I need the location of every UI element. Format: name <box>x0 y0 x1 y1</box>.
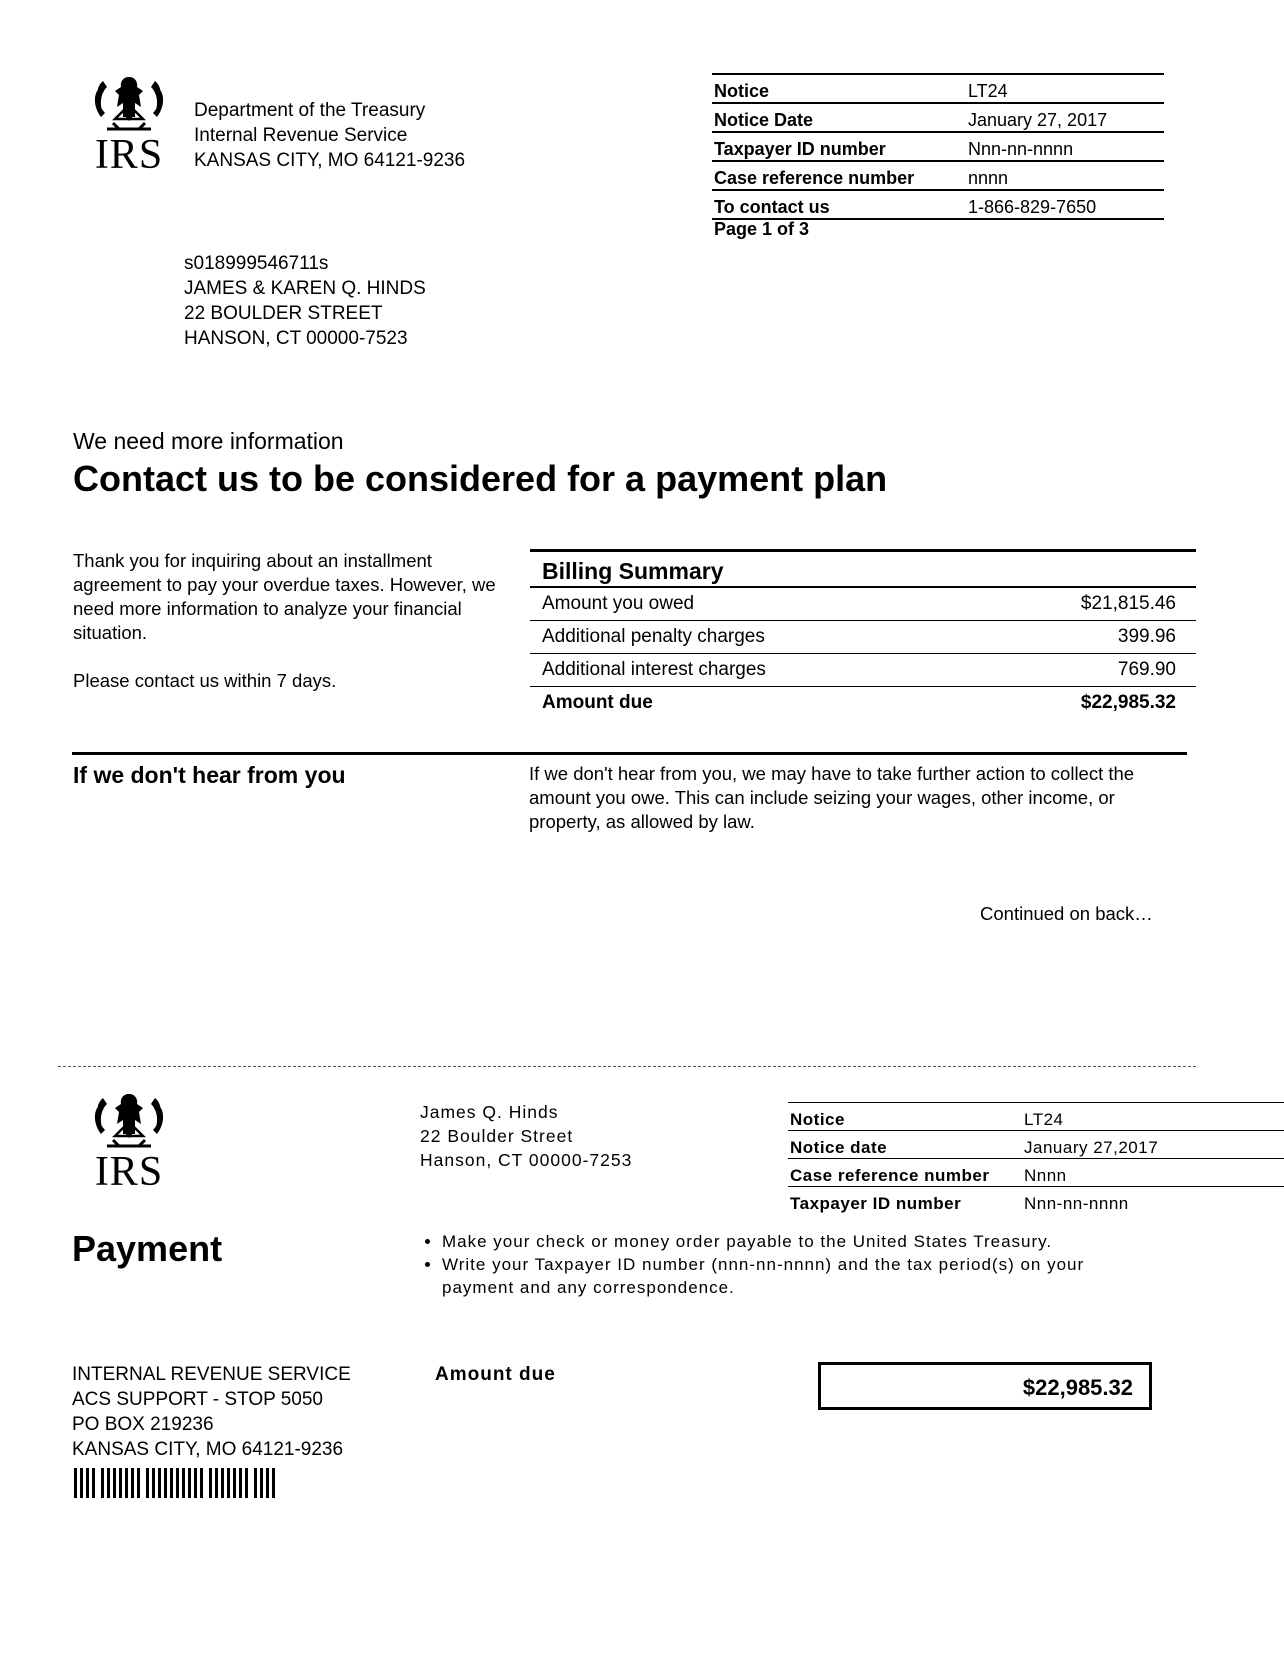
no-response-heading: If we don't hear from you <box>73 762 346 788</box>
taxpayer-id-label: Taxpayer ID number <box>790 1194 962 1213</box>
recipient-name: JAMES & KAREN Q. HINDS <box>184 278 426 299</box>
amount-due-label: Amount due <box>542 692 653 713</box>
section-divider <box>72 752 1187 755</box>
billing-total-row <box>530 687 1196 719</box>
stub-amount-due-value: $22,985.32 <box>1022 1375 1133 1400</box>
payer-street: 22 Boulder Street <box>420 1126 574 1146</box>
barcode-group <box>146 1468 203 1498</box>
instruction-item: • Make your check or money order payable to the United States Treasury. <box>442 1230 1160 1253</box>
stub-amount-due-box <box>818 1362 1152 1410</box>
billing-row-label: Additional interest charges <box>542 659 766 680</box>
barcode-group <box>254 1468 275 1498</box>
case-reference-label: Case reference number <box>712 161 966 190</box>
barcode-group <box>74 1468 95 1498</box>
postal-barcode <box>74 1468 275 1498</box>
irs-mailing-address <box>72 1362 351 1462</box>
irs-address-line: ACS SUPPORT - STOP 5050 <box>72 1389 323 1410</box>
billing-row-value: 769.90 <box>1117 659 1176 680</box>
eagle-emblem-icon <box>93 1090 165 1152</box>
notice-label: Notice <box>712 74 966 103</box>
page-number: Page 1 of 3 <box>714 219 810 239</box>
irs-address-line: PO BOX 219236 <box>72 1414 214 1435</box>
billing-row-label: Amount you owed <box>542 593 695 614</box>
billing-row <box>530 654 1196 687</box>
notice-value: LT24 <box>1022 1103 1284 1131</box>
stub-amount-due-label: Amount due <box>435 1364 556 1385</box>
notice-row <box>712 74 1164 103</box>
notice-date-label: Notice date <box>788 1131 1022 1159</box>
taxpayer-id-label: Taxpayer ID number <box>712 132 966 161</box>
irs-logo <box>84 73 174 178</box>
stub-notice-table <box>788 1102 1284 1214</box>
notice-info-table <box>712 73 1164 220</box>
taxpayer-id-row <box>788 1187 1284 1215</box>
instruction-item: • Write your Taxpayer ID number (nnn-nn-nnnn) and the tax period(s) on your payment and any correspondence. <box>442 1253 1160 1299</box>
notice-label: Notice <box>788 1103 1022 1131</box>
recipient-street: 22 BOULDER STREET <box>184 303 383 324</box>
continued-note: Continued on back… <box>980 903 1153 924</box>
taxpayer-id-value: Nnn-nn-nnnn <box>1024 1194 1129 1213</box>
notice-date-value: January 27,2017 <box>1022 1131 1284 1159</box>
irs-address-line: INTERNAL REVENUE SERVICE <box>72 1364 351 1385</box>
case-reference-row <box>788 1159 1284 1187</box>
notice-row <box>788 1103 1284 1131</box>
eagle-emblem-icon <box>93 73 165 135</box>
recipient-city: HANSON, CT 00000-7523 <box>184 328 408 349</box>
irs-logo-stub <box>84 1090 174 1195</box>
billing-row-value: 399.96 <box>1117 626 1176 647</box>
agency-line: Department of the Treasury <box>194 100 426 121</box>
billing-row-label: Additional penalty charges <box>542 626 765 647</box>
contact-label: To contact us <box>712 190 966 219</box>
no-response-text: If we don't hear from you, we may have to take further action to collect the amount you owe. This can include seizing your wages, other income, or property, as allowed by law. <box>529 763 1135 832</box>
logo-text: IRS <box>94 132 164 178</box>
logo-text: IRS <box>94 1149 164 1195</box>
notice-date-label: Notice Date <box>712 103 966 132</box>
recipient-address <box>184 251 426 351</box>
tear-line <box>58 1066 1196 1067</box>
taxpayer-id-row <box>712 132 1164 161</box>
intro-deadline: Please contact us within 7 days. <box>73 670 337 691</box>
notice-value: LT24 <box>966 74 1164 103</box>
billing-row <box>530 588 1196 621</box>
amount-due-value: $22,985.32 <box>1080 692 1176 713</box>
billing-summary <box>530 549 1196 719</box>
agency-address <box>194 98 465 173</box>
payer-name: James Q. Hinds <box>420 1102 559 1122</box>
billing-row-value: $21,815.46 <box>1080 593 1176 614</box>
case-reference-row <box>712 161 1164 190</box>
payment-instructions <box>420 1230 1160 1299</box>
page-title: Contact us to be considered for a payment plan <box>73 458 888 499</box>
irs-address-line: KANSAS CITY, MO 64121-9236 <box>72 1439 344 1460</box>
intro-paragraph: Thank you for inquiring about an installment agreement to pay your overdue taxes. However, we need more information to analyze your financial situation. <box>73 550 496 643</box>
case-reference-value: nnnn <box>966 161 1164 190</box>
barcode-group <box>101 1468 140 1498</box>
recipient-id: s018999546711s <box>184 253 329 274</box>
notice-date-row <box>712 103 1164 132</box>
contact-phone: 1-866-829-7650 <box>966 190 1164 219</box>
billing-summary-title: Billing Summary <box>530 552 1196 588</box>
barcode-group <box>209 1468 248 1498</box>
case-reference-label: Case reference number <box>788 1159 1022 1187</box>
notice-date-value: January 27, 2017 <box>966 103 1164 132</box>
notice-date-row <box>788 1131 1284 1159</box>
payer-address <box>420 1100 632 1172</box>
payer-city: Hanson, CT 00000-7253 <box>420 1150 633 1170</box>
payment-title: Payment <box>72 1228 223 1269</box>
billing-row <box>530 621 1196 654</box>
agency-line: KANSAS CITY, MO 64121-9236 <box>194 150 466 171</box>
case-reference-value: Nnnn <box>1022 1159 1284 1187</box>
taxpayer-id-value: Nnn-nn-nnnn <box>966 132 1164 161</box>
contact-row <box>712 190 1164 219</box>
agency-line: Internal Revenue Service <box>194 125 408 146</box>
notice-subtitle: We need more information <box>73 428 344 454</box>
intro-text <box>73 549 523 693</box>
